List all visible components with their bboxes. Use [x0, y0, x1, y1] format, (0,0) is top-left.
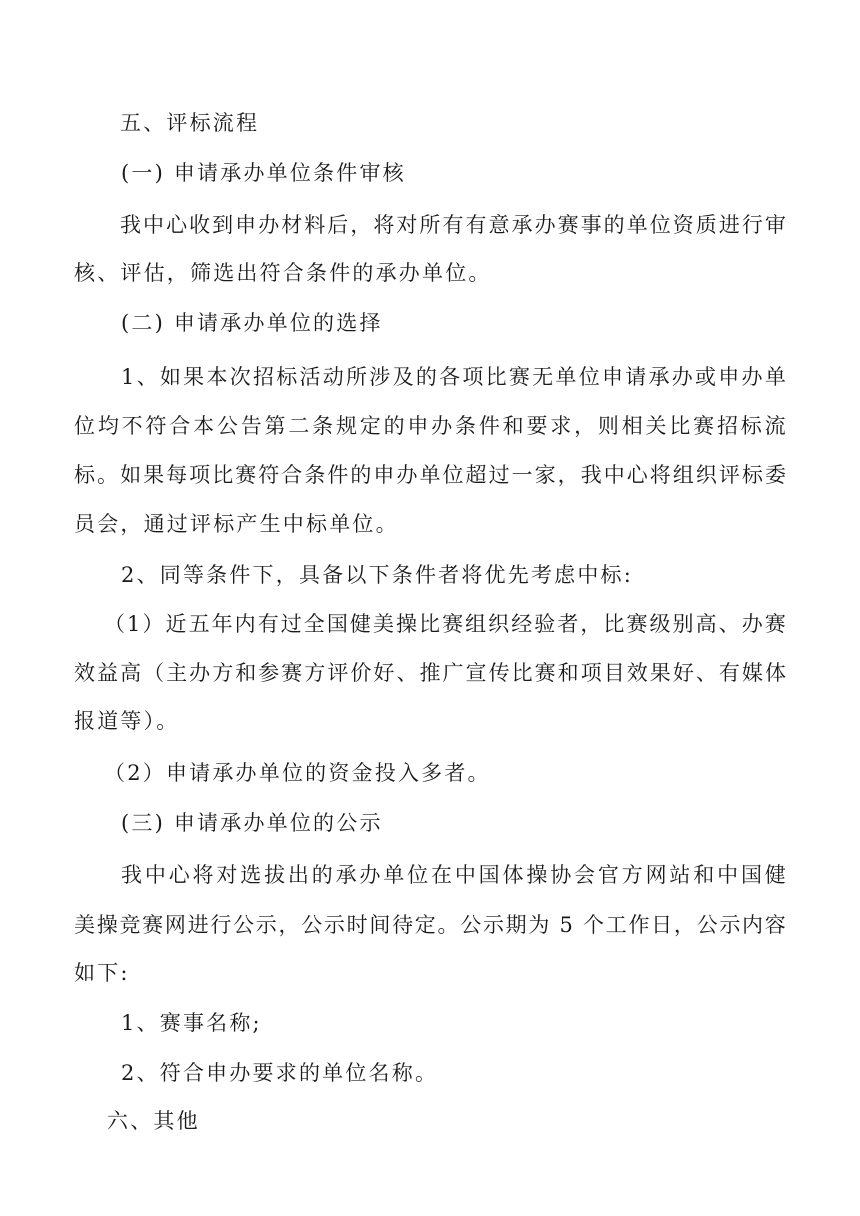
item1-line3: 标 。 如 果 每 项 比 赛 符 合 条 件 的 申 办 单 位 超 过 一 家 ， 我 中 心 将 组 织 评 标 委 — [74, 463, 786, 487]
item2-line1: 2、同等条件下，具备以下条件者将优先考虑中标: — [121, 563, 634, 587]
p3-line2: 美 操 竞 赛 网 进 行 公 示 ， 公 示 时 间 待 定 。 公 示 期 为 5 个 工 作 日 ， 公 示 内 容 — [74, 913, 786, 937]
section-five-heading: 五、评标流程 — [120, 111, 260, 135]
sub3-heading: (三) 申请承办单位的公示 — [121, 811, 383, 835]
item1-line2: 位 均 不 符 合 本 公 告 第 二 条 规 定 的 申 办 条 件 和 要 求 ， 则 相 关 比 赛 招 标 流 — [74, 414, 786, 438]
list-item-1: 1、赛事名称; — [121, 1011, 262, 1035]
p1-line1: 我 中 心 收 到 申 办 材 料 后 ， 将 对 所 有 有 意 承 办 赛 事 的 单 位 资 质 进 行 审 — [120, 213, 786, 237]
item1-line4: 员会，通过评标产生中标单位。 — [74, 512, 399, 536]
item2-sub1-line3: 报道等）。 — [74, 709, 180, 733]
item2-sub2: （2）申请承办单位的资金投入多者。 — [104, 761, 491, 785]
item1-line1: 1 、 如 果 本 次 招 标 活 动 所 涉 及 的 各 项 比 赛 无 单 位 申 请 承 办 或 申 办 单 — [121, 365, 786, 389]
sub1-heading: (一) 申请承办单位条件审核 — [121, 161, 406, 185]
p3-line3: 如下: — [74, 961, 130, 985]
list-item-2: 2、符合申办要求的单位名称。 — [121, 1061, 439, 1085]
item2-sub1-line2: 效 益 高 （ 主 办 方 和 参 赛 方 评 价 好 、 推 广 宣 传 比 赛 和 项 目 效 果 好 、 有 媒 体 — [74, 661, 786, 685]
p1-line2: 核、评估，筛选出符合条件的承办单位。 — [74, 261, 492, 285]
sub2-heading: (二) 申请承办单位的选择 — [121, 311, 383, 335]
item2-sub1-line1: （ 1 ） 近 五 年 内 有 过 全 国 健 美 操 比 赛 组 织 经 验 者 ， 比 赛 级 别 高 、 办 赛 — [104, 612, 786, 636]
section-six-heading: 六、其他 — [107, 1109, 200, 1133]
p3-line1: 我 中 心 将 对 选 拔 出 的 承 办 单 位 在 中 国 体 操 协 会 官 方 网 站 和 中 国 健 — [121, 863, 786, 887]
